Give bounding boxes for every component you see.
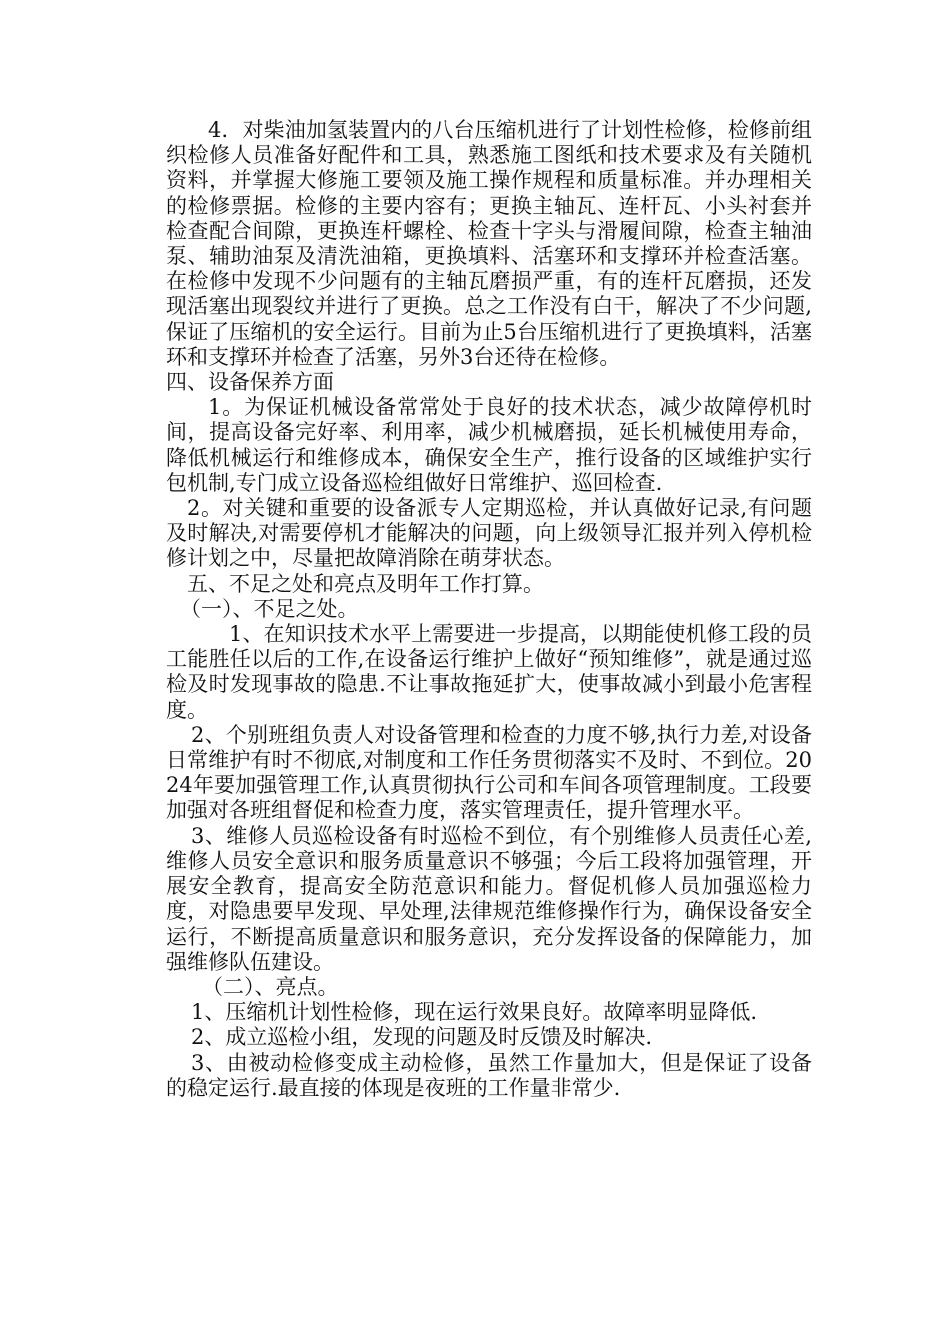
subsection-heading-shortcomings: （一）、不足之处。 <box>180 596 359 621</box>
document-body <box>166 118 812 1101</box>
paragraph-shortcoming-1: 1、在知识技术水平上需要进一步提高，以期能使机修工段的员工能胜任以后的工作,在设备运行维护上做好“预知维修”，就是通过巡检及时发现事故的隐患.不让事故拖延扩大，使事故减小到最小危害程度。 <box>166 622 812 722</box>
paragraph-highlight-3: 3、由被动检修变成主动检修，虽然工作量加大，但是保证了设备的稳定运行.最直接的体现是夜班的工作量非常少. <box>166 1050 812 1100</box>
section-heading-equipment-maintenance: 四、设备保养方面 <box>166 370 334 395</box>
paragraph-compressor-overhaul: 4．对柴油加氢装置内的八台压缩机进行了计划性检修，检修前组织检修人员准备好配件和工具，熟悉施工图纸和技术要求及有关随机资料，并掌握大修施工要领及施工操作规程和质量标准。并办理相关的检修票据。检修的主要内容有；更换主轴瓦、连杆瓦、小头衬套并检查配合间隙，更换连杆螺栓、检查十字头与滑履间隙，检查主轴油泵、辅助油泵及清洗油箱，更换填料、活塞环和支撑环并检查活塞。在检修中发现不少问题有的主轴瓦磨损严重，有的连杆瓦磨损，还发现活塞出现裂纹并进行了更换。总之工作没有白干，解决了不少问题,保证了压缩机的安全运行。目前为止5台压缩机进行了更换填料，活塞环和支撑环并检查了活塞，另外3台还待在检修。 <box>166 118 812 369</box>
section-heading-shortcomings-highlights: 五、不足之处和亮点及明年工作打算。 <box>187 571 544 596</box>
paragraph-shortcoming-2: 2、个别班组负责人对设备管理和检查的力度不够,执行力差,对设备日常维护有时不彻底,对制度和工作任务贯彻落实不及时、不到位。2024年要加强管理工作,认真贯彻执行公司和车间各项管理制度。工段要加强对各班组督促和检查力度，落实管理责任，提升管理水平。 <box>166 722 812 823</box>
paragraph-maintenance-item-1: 1。为保证机械设备常常处于良好的技术状态，减少故障停机时间，提高设备完好率、利用率，减少机械磨损，延长机械使用寿命，降低机械运行和维修成本，确保安全生产，推行设备的区域维护实行包机制,专门成立设备巡检组做好日常维护、巡回检查. <box>166 395 812 495</box>
paragraph-shortcoming-3: 3、维修人员巡检设备有时巡检不到位，有个别维修人员责任心差,维修人员安全意识和服务质量意识不够强；今后工段将加强管理，开展安全教育，提高安全防范意识和能力。督促机修人员加强巡检力度，对隐患要早发现、早处理,法律规范维修操作行为，确保设备安全运行，不断提高质量意识和服务意识，充分发挥设备的保障能力，加强维修队伍建设。 <box>166 823 812 974</box>
paragraph-highlight-2: 2、成立巡检小组，发现的问题及时反馈及时解决. <box>191 1025 653 1050</box>
paragraph-maintenance-item-2: 2。对关键和重要的设备派专人定期巡检，并认真做好记录,有问题及时解决,对需要停机才能解决的问题，向上级领导汇报并列入停机检修计划之中，尽量把故障消除在萌芽状态。 <box>166 496 812 571</box>
subsection-heading-highlights: （二）、亮点。 <box>202 974 339 999</box>
paragraph-highlight-1: 1、压缩机计划性检修，现在运行效果良好。故障率明显降低. <box>191 1000 758 1025</box>
